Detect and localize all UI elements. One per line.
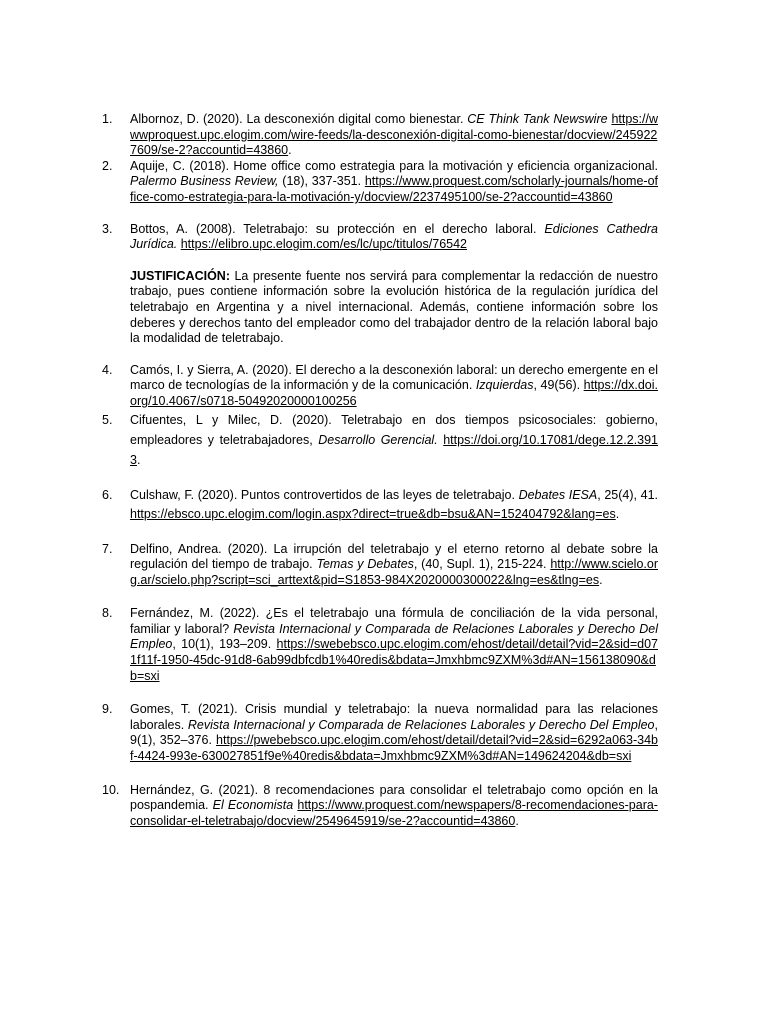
reference-link[interactable]: https://ebsco.upc.elogim.com/login.aspx?direct=true&db=bsu&AN=152404792&lang=es <box>130 506 616 521</box>
reference-number: 2. <box>102 158 113 173</box>
reference-tail: . <box>288 143 292 158</box>
reference-link[interactable]: http://www.scielo.org.ar/scielo.php?script=sci_arttext&pid=S1853-984X2020000300022&lng=es&tlng=es <box>130 557 658 587</box>
reference-number: 4. <box>102 362 113 377</box>
reference-journal: Desarrollo Gerencial. <box>318 432 438 447</box>
reference-tail: . <box>615 506 620 521</box>
reference-link[interactable]: https://wwwproquest.upc.elogim.com/wire-feeds/la-desconexión-digital-como-bienestar/docview/2459227609/se-2?accountid=43860 <box>130 112 658 158</box>
reference-item-2 <box>102 158 659 206</box>
reference-number: 10. <box>102 782 120 797</box>
reference-details: , 25(4), 41. <box>597 487 658 502</box>
reference-link[interactable]: https://pwebebsco.upc.elogim.com/ehost/detail/detail?vid=2&sid=6292a063-34bf-4424-993e-630027851f9e%40redis&bdata=Jmxhbmc9ZXM%3d#AN=149624204&db=sxi <box>130 733 658 764</box>
reference-text: Bottos, A. (2008). Teletrabajo: su protección en el derecho laboral. <box>130 221 545 236</box>
reference-number: 7. <box>102 541 113 556</box>
reference-link[interactable]: https://dx.doi.org/10.4067/s0718-50492020000100256 <box>130 378 658 408</box>
reference-journal: Revista Internacional y Comparada de Relaciones Laborales y Derecho Del Empleo <box>130 621 658 652</box>
reference-text: Culshaw, F. (2020). Puntos controvertidos de las leyes de teletrabajo. <box>130 487 519 502</box>
reference-journal: Temas y Debates <box>316 557 414 572</box>
reference-item-8 <box>102 606 658 684</box>
reference-item-4 <box>102 362 658 410</box>
reference-text: Camós, I. y Sierra, A. (2020). El derecho a la desconexión laboral: un derecho emergente en el marco de tecnologías de la información y de la comunicación. <box>130 362 658 393</box>
reference-text: Delfino, Andrea. (2020). La irrupción del teletrabajo y el eterno retorno al debate sobre la regulación del tiempo de trabajo. <box>130 541 658 572</box>
reference-link[interactable]: https://www.proquest.com/scholarly-journals/home-office-como-estrategia-para-la-motivación-y/docview/2237495100/se-2?accountid=43860 <box>130 174 659 204</box>
reference-number: 5. <box>102 412 113 427</box>
reference-text: Cifuentes, L y Milec, D. (2020). Teletrabajo en dos tiempos psicosociales: gobierno, empleadores y teletrabajadores, <box>130 412 658 447</box>
reference-text: Aquije, C. (2018). Home office como estrategia para la motivación y eficiencia organizacional. <box>130 158 658 173</box>
reference-item-5 <box>102 410 658 470</box>
reference-item-1 <box>102 112 658 159</box>
reference-number: 3. <box>102 221 113 236</box>
reference-journal: Ediciones Cathedra Jurídica. <box>130 221 658 252</box>
reference-item-7 <box>102 541 658 589</box>
justification-paragraph <box>130 269 658 347</box>
reference-item-6 <box>102 486 658 524</box>
reference-journal: Palermo Business Review, <box>130 174 279 189</box>
reference-number: 1. <box>102 112 113 126</box>
reference-journal: Debates IESA <box>518 487 598 502</box>
justification-label: JUSTIFICACIÓN: <box>130 268 230 283</box>
reference-journal: El Economista <box>212 798 294 813</box>
reference-text: Gomes, T. (2021). Crisis mundial y teletrabajo: la nueva normalidad para las relaciones laborales. <box>130 702 658 732</box>
reference-list <box>102 112 659 829</box>
reference-number: 8. <box>102 606 113 621</box>
reference-link[interactable]: https://swebebsco.upc.elogim.com/ehost/detail/detail?vid=2&sid=d071f11f-1950-45dc-91d8-6ab99dbfcdb1%40redis&bdata=Jmxhbmc9ZXM%3d#AN=156138090&db=sxi <box>130 637 658 683</box>
reference-tail: . <box>515 813 519 828</box>
reference-item-10 <box>102 782 658 830</box>
reference-tail: . <box>599 572 603 587</box>
reference-text: Hernández, G. (2021). 8 recomendaciones para consolidar el teletrabajo como opción en la pospandemia. <box>130 782 658 813</box>
reference-journal: CE Think Tank Newswire <box>467 112 608 126</box>
reference-link[interactable]: https://elibro.upc.elogim.com/es/lc/upc/titulos/76542 <box>180 237 467 252</box>
reference-details: , 10(1), 193–209. <box>172 637 277 652</box>
reference-link[interactable]: https://www.proquest.com/newspapers/8-recomendaciones-para-consolidar-el-teletrabajo/docview/2549645919/se-2?accountid=43860 <box>130 798 658 828</box>
reference-link[interactable]: https://doi.org/10.17081/dege.12.2.3913 <box>130 432 658 467</box>
reference-item-3 <box>102 221 658 253</box>
reference-tail: . <box>136 452 141 467</box>
reference-journal: Revista Internacional y Comparada de Relaciones Laborales y Derecho Del Empleo <box>187 717 655 732</box>
reference-item-9 <box>102 702 658 764</box>
reference-details: , 9(1), 352–376. <box>130 717 658 748</box>
justification-text: La presente fuente nos servirá para complementar la redacción de nuestro trabajo, pues contiene información sobre la evolución histórica de la regulación jurídica del teletrabajo en Argentina y a nivel internacional. Además, contiene información sobre los deberes y derechos tanto del empleador como del trabajador dentro de la relación laboral bajo la modalidad de teletrabajo. <box>130 268 658 346</box>
reference-number: 9. <box>102 702 113 717</box>
reference-journal: Izquierdas <box>475 378 534 393</box>
reference-number: 6. <box>102 487 113 502</box>
reference-details: (18), 337-351. <box>278 174 365 189</box>
reference-text: Albornoz, D. (2020). La desconexión digital como bienestar. <box>130 112 468 126</box>
reference-text: Fernández, M. (2022). ¿Es el teletrabajo una fórmula de conciliación de la vida personal, familiar y laboral? <box>130 606 658 636</box>
reference-details: , (40, Supl. 1), 215-224. <box>413 557 551 572</box>
reference-details: , 49(56). <box>533 378 584 393</box>
